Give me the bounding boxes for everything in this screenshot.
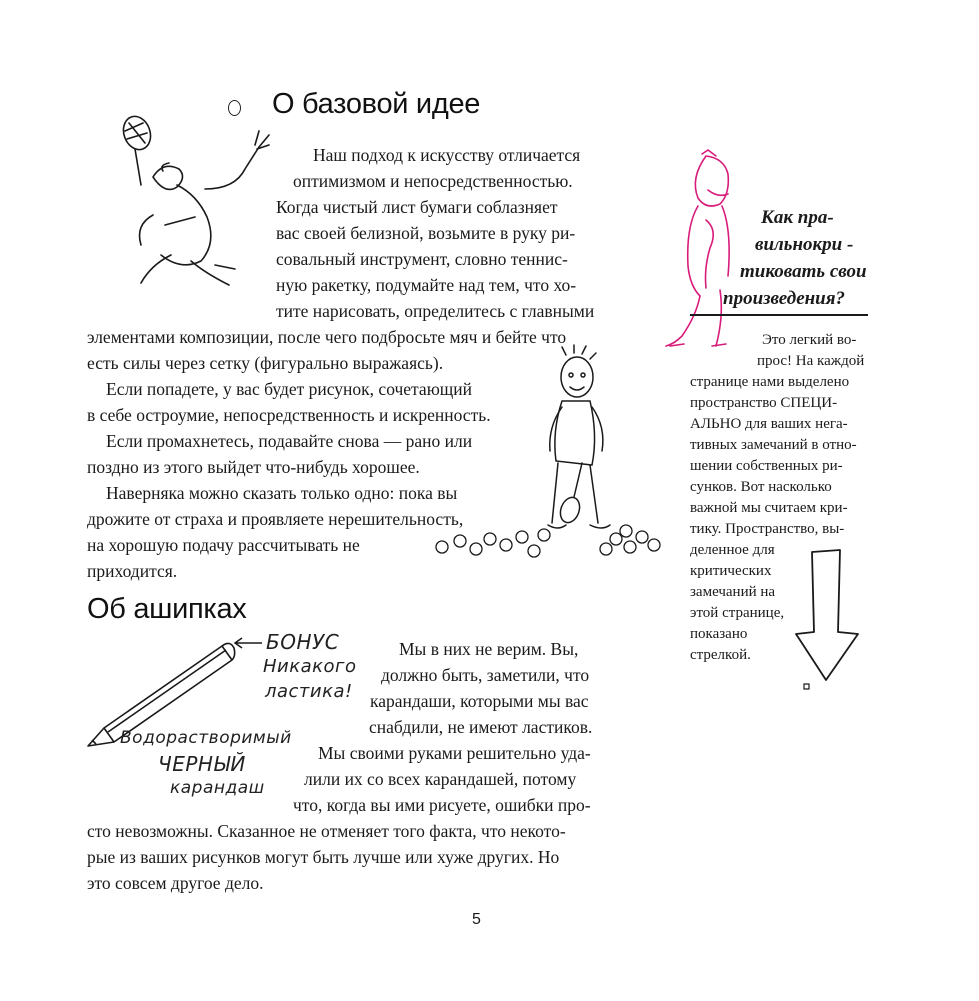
bonus-note-title: БОНУС — [266, 630, 340, 654]
sidebar-text-line: шении собственных ри- — [690, 458, 843, 474]
sidebar-text-line: этой странице, — [690, 605, 785, 621]
pencil-note-line: Водорастворимый — [120, 728, 292, 748]
sidebar-text-line: Это легкий во- — [762, 332, 857, 348]
sidebar-divider — [690, 314, 868, 316]
paragraph-line: сто невозможны. Сказанное не отменяет того факта, что некото- — [87, 821, 566, 841]
sidebar-text-line: важной мы считаем кри- — [690, 500, 848, 516]
paragraph-line: Когда чистый лист бумаги соблазняет — [276, 197, 558, 217]
paragraph-line: лили их со всех карандашей, потому — [304, 769, 577, 789]
paragraph-line: Наш подход к искусству отличается — [313, 145, 581, 165]
paragraph-line: Мы в них не верим. Вы, — [399, 639, 579, 659]
paragraph-line: что, когда вы ими рисуете, ошибки про- — [293, 795, 591, 815]
sidebar-text-line: странице нами выделено — [690, 374, 850, 390]
bonus-note-line: Никакого — [263, 656, 357, 677]
heading-bullet-circle — [228, 100, 241, 116]
paragraph-line: рые из ваших рисунков могут быть лучше или хуже других. Но — [87, 847, 560, 867]
player-with-balls-illustration — [430, 345, 665, 565]
sidebar-title-line: вильнокри - — [755, 234, 854, 255]
paragraph-line: Если промахнетесь, подавайте снова — рано или — [106, 431, 473, 451]
paragraph-line: элементами композиции, после чего подбросьте мяч и бейте что — [87, 327, 567, 347]
paragraph-line: карандаши, которыми мы вас — [370, 691, 589, 711]
paragraph-line: совальный инструмент, словно теннис- — [276, 249, 568, 269]
paragraph-line: Если попадете, у вас будет рисунок, сочетающий — [106, 379, 472, 399]
sidebar-text-line: АЛЬНО для ваших нега- — [690, 416, 848, 432]
pencil-note-line: карандаш — [170, 778, 265, 798]
sidebar-text-line: замечаний на — [690, 584, 776, 600]
paragraph-line: должно быть, заметили, что — [381, 665, 590, 685]
tennis-player-illustration — [105, 115, 275, 290]
sidebar-text-line: стрелкой. — [690, 647, 751, 663]
critic-figure-illustration — [662, 150, 752, 350]
sidebar-title-line: Как пра- — [761, 207, 834, 228]
paragraph-line: снабдили, не имеют ластиков. — [369, 717, 593, 737]
paragraph-line: Наверняка можно сказать только одно: пока вы — [106, 483, 458, 503]
page-number: 5 — [472, 911, 481, 928]
down-arrow-icon — [792, 548, 862, 693]
paragraph-line: ную ракетку, подумайте над тем, что хо- — [276, 275, 577, 295]
sidebar-text-line: деленное для — [690, 542, 775, 558]
bonus-arrow-icon — [232, 637, 264, 649]
sidebar-title-line: произведения? — [723, 288, 846, 309]
paragraph-line: это совсем другое дело. — [87, 873, 264, 893]
paragraph-line: вас своей белизной, возьмите в руку ри- — [276, 223, 576, 243]
section-heading-mistakes: Об ашипках — [87, 593, 247, 625]
paragraph-line: в себе остроумие, непосредственность и искренность. — [87, 405, 491, 425]
sidebar-title-line: тиковать свои — [740, 261, 867, 282]
pencil-note-line: ЧЕРНЫЙ — [158, 752, 246, 776]
section-heading-basic-idea: О базовой идее — [272, 88, 481, 120]
sidebar-text-line: критических — [690, 563, 772, 579]
paragraph-line: приходится. — [87, 561, 178, 581]
paragraph-line: тите нарисовать, определитесь с главными — [276, 301, 595, 321]
bonus-note-line: ластика! — [265, 681, 353, 702]
paragraph-line: поздно из этого выйдет что-нибудь хорошее. — [87, 457, 420, 477]
paragraph-line: дрожите от страха и проявляете нерешительность, — [87, 509, 464, 529]
sidebar-text-line: прос! На каждой — [757, 353, 865, 369]
sidebar-text-line: тику. Пространство, вы- — [690, 521, 845, 537]
sidebar-text-line: тивных замечаний в отно- — [690, 437, 857, 453]
paragraph-line: на хорошую подачу рассчитывать не — [87, 535, 360, 555]
sidebar-text-line: сунков. Вот насколько — [690, 479, 832, 495]
paragraph-line: есть силы через сетку (фигурально выражаясь). — [87, 353, 444, 373]
sidebar-text-line: пространство СПЕЦИ- — [690, 395, 838, 411]
paragraph-line: оптимизмом и непосредственностью. — [293, 171, 573, 191]
paragraph-line: Мы своими руками решительно уда- — [318, 743, 591, 763]
sidebar-text-line: показано — [690, 626, 748, 642]
